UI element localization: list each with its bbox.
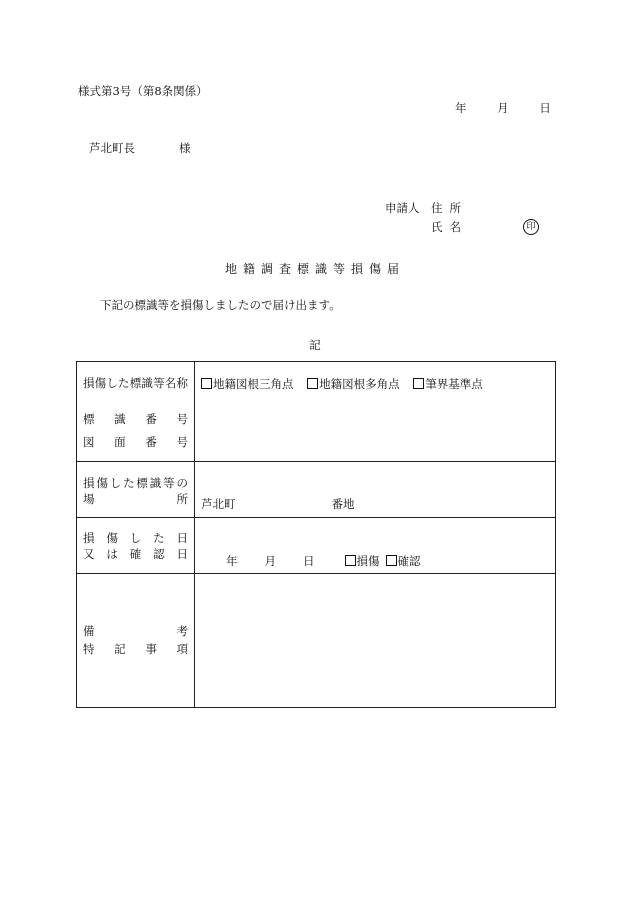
form-table [76, 361, 556, 708]
table-row [77, 518, 556, 574]
location-banchi: 番地 [331, 497, 355, 511]
applicant-address-label: 住所 [431, 201, 468, 215]
checkbox-box-icon [413, 378, 424, 389]
applicant-name-label: 氏名 [431, 220, 468, 234]
label-marker-name: 損傷した標識等名称 [83, 376, 188, 390]
table-row [77, 462, 556, 518]
table-row [77, 574, 556, 708]
addressee-honorific: 様 [179, 141, 191, 155]
date-month: 月 [497, 101, 509, 115]
checkbox-box-icon [201, 378, 212, 389]
checkbox-triangulation[interactable]: 地籍図根三角点 [201, 378, 294, 391]
marker-type-options [201, 378, 493, 391]
label-date-line1: 損傷した日 [83, 531, 188, 545]
checkbox-box-icon [386, 555, 397, 566]
location-field [201, 499, 355, 511]
damage-month: 月 [264, 554, 276, 568]
addressee-name: 芦北町長 [89, 141, 135, 155]
date-year: 年 [455, 101, 467, 115]
label-map-number: 図面番号 [83, 435, 188, 449]
form-number: 様式第3号（第8条関係） [78, 84, 208, 98]
addressee [89, 143, 191, 155]
label-marker-number: 標識番号 [83, 412, 188, 426]
label-date-line2: 又は確認日 [83, 547, 188, 561]
document-title: 地籍調査標識等損傷届 [224, 262, 405, 276]
row3-label-cell [77, 518, 195, 574]
date-line [455, 103, 551, 115]
label-location-line2: 場所 [83, 492, 188, 506]
checkbox-boundary-point[interactable]: 筆界基準点 [413, 378, 483, 391]
checkbox-confirmed[interactable]: 確認 [386, 555, 421, 568]
label-remarks-line2: 特記事項 [83, 642, 188, 656]
date-day: 日 [539, 101, 551, 115]
row1-label-cell [77, 362, 195, 462]
ki-heading: 記 [309, 338, 321, 352]
label-location-line1: 損傷した標識等の [83, 476, 188, 490]
damage-date-field [226, 555, 431, 568]
checkbox-damaged[interactable]: 損傷 [345, 555, 380, 568]
intro-text: 下記の標識等を損傷しましたので届け出ます。 [100, 298, 341, 312]
seal-icon: 印 [523, 219, 539, 235]
row3-value-cell [195, 518, 556, 574]
table-row [77, 362, 556, 462]
row4-label-cell [77, 574, 195, 708]
row2-value-cell[interactable] [195, 462, 556, 518]
label-remarks-line1: 備考 [83, 624, 188, 638]
row2-label-cell [77, 462, 195, 518]
row1-value-cell [195, 362, 556, 462]
applicant-label: 申請人 [385, 201, 420, 215]
checkbox-traverse[interactable]: 地籍図根多角点 [307, 378, 400, 391]
damage-day: 日 [303, 554, 315, 568]
checkbox-box-icon [307, 378, 318, 389]
location-town: 芦北町 [201, 497, 236, 511]
remarks-field[interactable] [195, 574, 556, 708]
damage-year: 年 [226, 554, 238, 568]
checkbox-box-icon [345, 555, 356, 566]
